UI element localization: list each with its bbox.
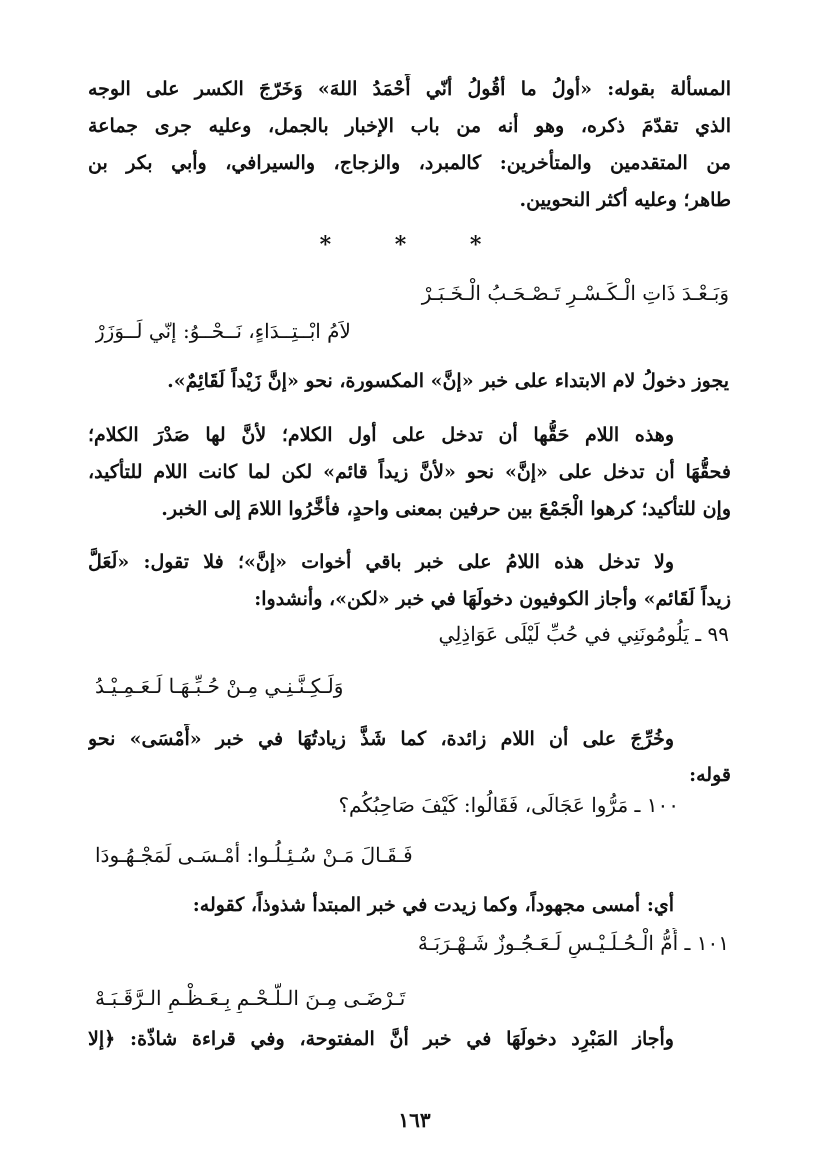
- text-line: من المتقدمين والمتأخرين: كالمبرد، والزجاج، والسيرافي، وأبي بكر بن: [88, 152, 731, 174]
- text-line: يجوز دخولُ لام الابتداء على خبر «إنَّ» المكسورة، نحو «إنَّ زَيْداً لَقَائِمٌ».: [167, 370, 729, 392]
- text-line: الذي تقدّمَ ذكره، وهو أنه من باب الإخبار بالجمل، وعليه جرى جماعة: [88, 115, 731, 137]
- text-line: ولا تدخل هذه اللامُ على خبر باقي أخوات «إنَّ»؛ فلا تقول: «لَعَلَّ: [88, 551, 674, 573]
- text-line: وخُرِّجَ على أن اللام زائدة، كما شَذَّ زيادتُهَا في خبر «أَمْسَى» نحو: [88, 728, 674, 750]
- text-line: فحقُّهَا أن تدخل على «إنَّ» نحو «لأنَّ زيداً قائم» لكن لما كانت اللام للتأكيد،: [88, 461, 731, 483]
- text-line: أي: أمسى مجهوداً، وكما زيدت في خبر المبتدأ شذوذاً، كقوله:: [192, 894, 674, 916]
- text-line: وأجاز المَبْرِد دخولَهَا في خبر أنَّ المفتوحة، وفي قراءة شاذّة: ﴿إلا: [88, 1028, 674, 1050]
- verse-line: لاَمُ ابْــتِــدَاءٍ، نَــحْــوُ: إنّي لَــوَزَرْ: [95, 319, 351, 343]
- verse-line: فَـقَـالَ مَـنْ سُـئِـلُـوا: أمْـسَـى لَمَجْـهُـودَا: [95, 843, 413, 867]
- text-line: المسألة بقوله: «أولُ ما أقُولُ أنّي أَحْمَدُ اللهَ» وَخَرّجَ الكسر على الوجه: [88, 78, 731, 100]
- page-number: ١٦٣: [398, 1108, 431, 1132]
- section-separator: * * *: [319, 232, 510, 258]
- verse-line: وَبَـعْـدَ ذَاتِ الْـكَـسْـرِ تَـصْـحَـبُ الْـخَـبَـرْ: [421, 281, 729, 305]
- verse-line: ١٠٠ ـ مَرُّوا عَجَالَى، فَقَالُوا: كَيْفَ صَاحِبُكُم؟: [338, 793, 679, 817]
- text-line: زيداً لَقَائم» وأجاز الكوفيون دخولَهَا في خبر «لكن»، وأنشدوا:: [254, 588, 731, 610]
- text-line: وإن للتأكيد؛ كرهوا الْجَمْعَ بين حرفين بمعنى واحدٍ، فأخَّرُوا اللامَ إلى الخبر.: [161, 498, 731, 520]
- verse-line: وَلَـكِـنَّـنِـي مِـنْ حُـبِّـهَـا لَـعَـمِـيْـدُ: [95, 674, 344, 698]
- verse-line: ٩٩ ـ يَلُومُونَنِي في حُبِّ لَيْلَى عَوَاذِلِي: [438, 622, 729, 646]
- verse-line: تَـرْضَـى مِـنَ الـلَّـحْـمِ بِـعَـظْـمِ الـرَّقَـبَـهْ: [95, 986, 406, 1010]
- text-line: وهذه اللام حَقُّها أن تدخل على أول الكلام؛ لأنَّ لها صَدْرَ الكلام؛: [88, 424, 674, 446]
- text-line: قوله:: [689, 764, 731, 786]
- text-line: طاهر؛ وعليه أكثر النحويين.: [519, 189, 731, 211]
- verse-line: ١٠١ ـ أُمُّ الْـحُـلَـيْـسِ لَـعَـجُـوزٌ شَـهْـرَبَـهْ: [417, 931, 729, 955]
